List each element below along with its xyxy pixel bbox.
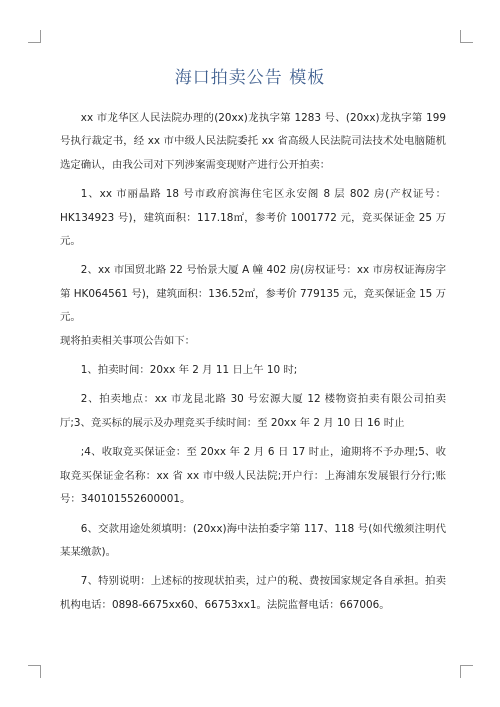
property-item-1: 1、xx 市丽晶路 18 号市政府滨海住宅区永安阁 8 层 802 房(产权证号：HK134923 号)，建筑面积：117.18㎡，参考价 1001772 元，竞买保证金 25 万元。 <box>60 188 446 248</box>
crop-mark-bottom-left <box>28 665 41 678</box>
crop-mark-top-left <box>28 30 41 43</box>
crop-mark-top-right <box>460 30 473 43</box>
notice-item-6: 6、交款用途处须填明：(20xx)海中法拍委字第 117、118 号(如代缴须注明代某某缴款)。 <box>60 522 446 558</box>
notice-item-4-5: ;4、收取竞买保证金：至 20xx 年 2 月 6 日 17 时止，逾期将不予办理;5、收取竞买保证金名称：xx 省 xx 市中级人民法院;开户行：上海浦东发展银行分行;账号：340101552600001。 <box>60 446 446 506</box>
crop-mark-bottom-right <box>460 665 473 678</box>
notice-item-2-3: 2、拍卖地点：xx 市龙昆北路 30 号宏源大厦 12 楼物资拍卖有限公司拍卖厅;3、竞买标的展示及办理竞买手续时间：至 20xx 年 2 月 10 日 16 时止 <box>60 393 446 429</box>
notice-intro: 现将拍卖相关事项公告如下： <box>60 334 196 347</box>
property-item-2: 2、xx 市国贸北路 22 号怡景大厦 A 幢 402 房(房权证号：xx 市房权证海房字第 HK064561 号)，建筑面积：136.52㎡，参考价 779135 元，竞买保证金 15 万元。 <box>60 264 446 324</box>
notice-item-1: 1、拍卖时间：20xx 年 2 月 11 日上午 10 时; <box>80 364 298 377</box>
document-body <box>60 107 446 617</box>
document-title: 海口拍卖公告 模板 <box>174 68 326 88</box>
notice-item-7: 7、特别说明：上述标的按现状拍卖，过户的税、费按国家规定各自承担。拍卖机构电话：0898-6675xx60、66753xx1。法院监督电话：667006。 <box>60 575 446 611</box>
intro-paragraph: xx 市龙华区人民法院办理的(20xx)龙执字第 1283 号、(20xx)龙执字第 199 号执行裁定书，经 xx 市中级人民法院委托 xx 省高级人民法院司法技术处电脑随机选定确认，由我公司对下列涉案需变现财产进行公开拍卖： <box>60 112 446 171</box>
